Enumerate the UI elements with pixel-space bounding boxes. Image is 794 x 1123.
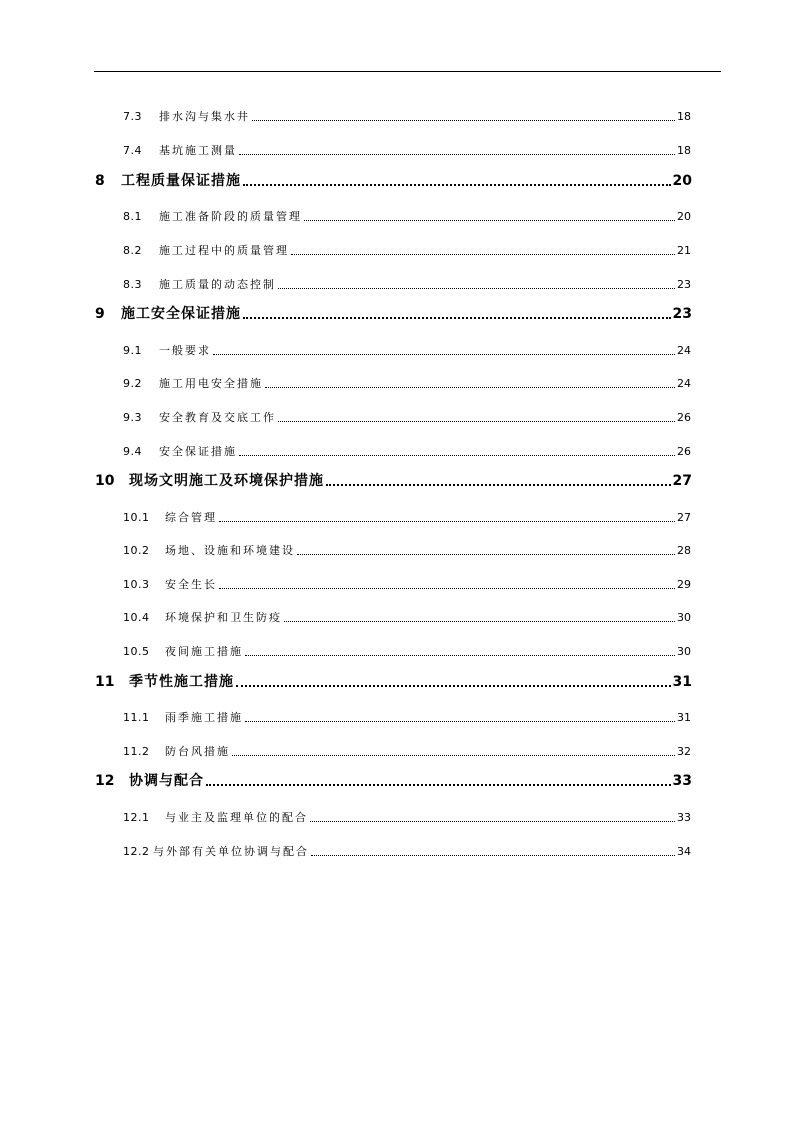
toc-number: 10.1 xyxy=(123,511,150,524)
toc-title: 施工过程中的质量管理 xyxy=(159,244,289,257)
toc-page: 29 xyxy=(677,578,691,591)
toc-number: 9.1 xyxy=(123,344,142,357)
toc-leader xyxy=(278,421,675,422)
toc-number: 8.2 xyxy=(123,244,142,257)
toc-title: 场地、设施和环境建设 xyxy=(165,544,295,557)
toc-entry-12-1[interactable] xyxy=(123,809,691,825)
toc-title: 安全教育及交底工作 xyxy=(159,411,276,424)
toc-title: 现场文明施工及环境保护措施 xyxy=(129,473,324,489)
toc-number: 10.5 xyxy=(123,645,150,658)
toc-page: 26 xyxy=(677,411,691,424)
toc-entry-10-1[interactable] xyxy=(123,509,691,525)
toc-number: 10.4 xyxy=(123,611,150,624)
toc-title: 施工安全保证措施 xyxy=(121,306,241,322)
toc-entry-12-2[interactable] xyxy=(123,843,691,859)
toc-title: 施工质量的动态控制 xyxy=(159,278,276,291)
toc-number: 11.2 xyxy=(123,745,150,758)
toc-leader xyxy=(265,387,675,388)
toc-page: 34 xyxy=(677,845,691,858)
toc-entry-9-4[interactable] xyxy=(123,443,691,459)
toc-page: 33 xyxy=(672,773,692,789)
toc-entry-11[interactable] xyxy=(95,671,692,691)
toc-leader xyxy=(213,354,675,355)
toc-leader xyxy=(239,455,675,456)
toc-leader xyxy=(245,655,675,656)
toc-number: 9.4 xyxy=(123,445,142,458)
toc-page: 20 xyxy=(672,173,692,189)
toc-number: 12.1 xyxy=(123,811,150,824)
toc-leader xyxy=(219,521,675,522)
toc-entry-10-5[interactable] xyxy=(123,643,691,659)
toc-title: 安全保证措施 xyxy=(159,445,237,458)
toc-leader xyxy=(291,254,675,255)
toc-page: 24 xyxy=(677,377,691,390)
toc-number: 8 xyxy=(95,173,105,189)
toc-title: 施工准备阶段的质量管理 xyxy=(159,210,302,223)
toc-leader xyxy=(232,755,675,756)
toc-title: 安全生长 xyxy=(165,578,217,591)
toc-leader xyxy=(278,288,675,289)
toc-page: 20 xyxy=(677,210,691,223)
toc-page: 27 xyxy=(677,511,691,524)
toc-number: 10.2 xyxy=(123,544,150,557)
toc-title: 雨季施工措施 xyxy=(165,711,243,724)
toc-number: 12 xyxy=(95,773,115,789)
toc-page: 30 xyxy=(677,645,691,658)
toc-title: 夜间施工措施 xyxy=(165,645,243,658)
toc-number: 8.3 xyxy=(123,278,142,291)
toc-number: 7.3 xyxy=(123,110,142,123)
toc-leader xyxy=(206,784,671,786)
toc-number: 8.1 xyxy=(123,210,142,223)
toc-page: 21 xyxy=(677,244,691,257)
toc-leader xyxy=(297,554,675,555)
toc-title: 环境保护和卫生防疫 xyxy=(165,611,282,624)
toc-page: 31 xyxy=(677,711,691,724)
toc-entry-9-2[interactable] xyxy=(123,375,691,391)
toc-entry-10[interactable] xyxy=(95,470,692,490)
toc-entry-12[interactable] xyxy=(95,770,692,790)
toc-leader xyxy=(311,855,675,856)
toc-leader xyxy=(284,621,675,622)
toc-number: 9.3 xyxy=(123,411,142,424)
toc-title: 排水沟与集水井 xyxy=(159,110,250,123)
toc-page: 30 xyxy=(677,611,691,624)
toc-title: 工程质量保证措施 xyxy=(121,173,241,189)
toc-entry-11-2[interactable] xyxy=(123,743,691,759)
toc-title: 施工用电安全措施 xyxy=(159,377,263,390)
toc-title: 一般要求 xyxy=(159,344,211,357)
toc-entry-8-3[interactable] xyxy=(123,276,691,292)
toc-leader xyxy=(245,721,675,722)
toc-leader xyxy=(243,317,671,319)
toc-page: 18 xyxy=(677,110,691,123)
toc-number: 10.3 xyxy=(123,578,150,591)
toc-entry-8-2[interactable] xyxy=(123,242,691,258)
toc-page: 32 xyxy=(677,745,691,758)
toc-page: 28 xyxy=(677,544,691,557)
toc-leader xyxy=(219,588,675,589)
toc-number: 11.1 xyxy=(123,711,150,724)
toc-title: 综合管理 xyxy=(165,511,217,524)
toc-title: 协调与配合 xyxy=(129,773,204,789)
toc-entry-10-4[interactable] xyxy=(123,609,691,625)
toc-entry-8-1[interactable] xyxy=(123,208,691,224)
toc-number: 9.2 xyxy=(123,377,142,390)
toc-leader xyxy=(243,184,671,186)
toc-page: 23 xyxy=(677,278,691,291)
toc-title: 基坑施工测量 xyxy=(159,144,237,157)
toc-entry-7-3[interactable] xyxy=(123,108,691,124)
toc-number: 10 xyxy=(95,473,115,489)
toc-entry-9-3[interactable] xyxy=(123,409,691,425)
toc-entry-10-3[interactable] xyxy=(123,576,691,592)
toc-page: 27 xyxy=(672,473,692,489)
toc-page: 24 xyxy=(677,344,691,357)
toc-title: 与外部有关单位协调与配合 xyxy=(153,845,309,858)
toc-entry-8[interactable] xyxy=(95,170,692,190)
toc-entry-9-1[interactable] xyxy=(123,342,691,358)
toc-number: 11 xyxy=(95,674,115,690)
toc-page: 26 xyxy=(677,445,691,458)
toc-page: 31 xyxy=(672,674,692,690)
toc-entry-10-2[interactable] xyxy=(123,542,691,558)
toc-number: 7.4 xyxy=(123,144,142,157)
toc-leader xyxy=(236,685,671,687)
toc-leader xyxy=(252,120,675,121)
toc-entry-11-1[interactable] xyxy=(123,709,691,725)
toc-page: 23 xyxy=(672,306,692,322)
toc-title: 与业主及监理单位的配合 xyxy=(165,811,308,824)
toc-page: 33 xyxy=(677,811,691,824)
toc-title: 防台风措施 xyxy=(165,745,230,758)
toc-entry-7-4[interactable] xyxy=(123,142,691,158)
toc-number: 9 xyxy=(95,306,105,322)
toc-page: 18 xyxy=(677,144,691,157)
toc-leader xyxy=(326,484,671,486)
toc-entry-9[interactable] xyxy=(95,303,692,323)
toc-title: 季节性施工措施 xyxy=(129,674,234,690)
toc-leader xyxy=(310,821,675,822)
toc-leader xyxy=(304,220,675,221)
toc-number: 12.2 xyxy=(123,845,150,858)
toc-leader xyxy=(239,154,675,155)
